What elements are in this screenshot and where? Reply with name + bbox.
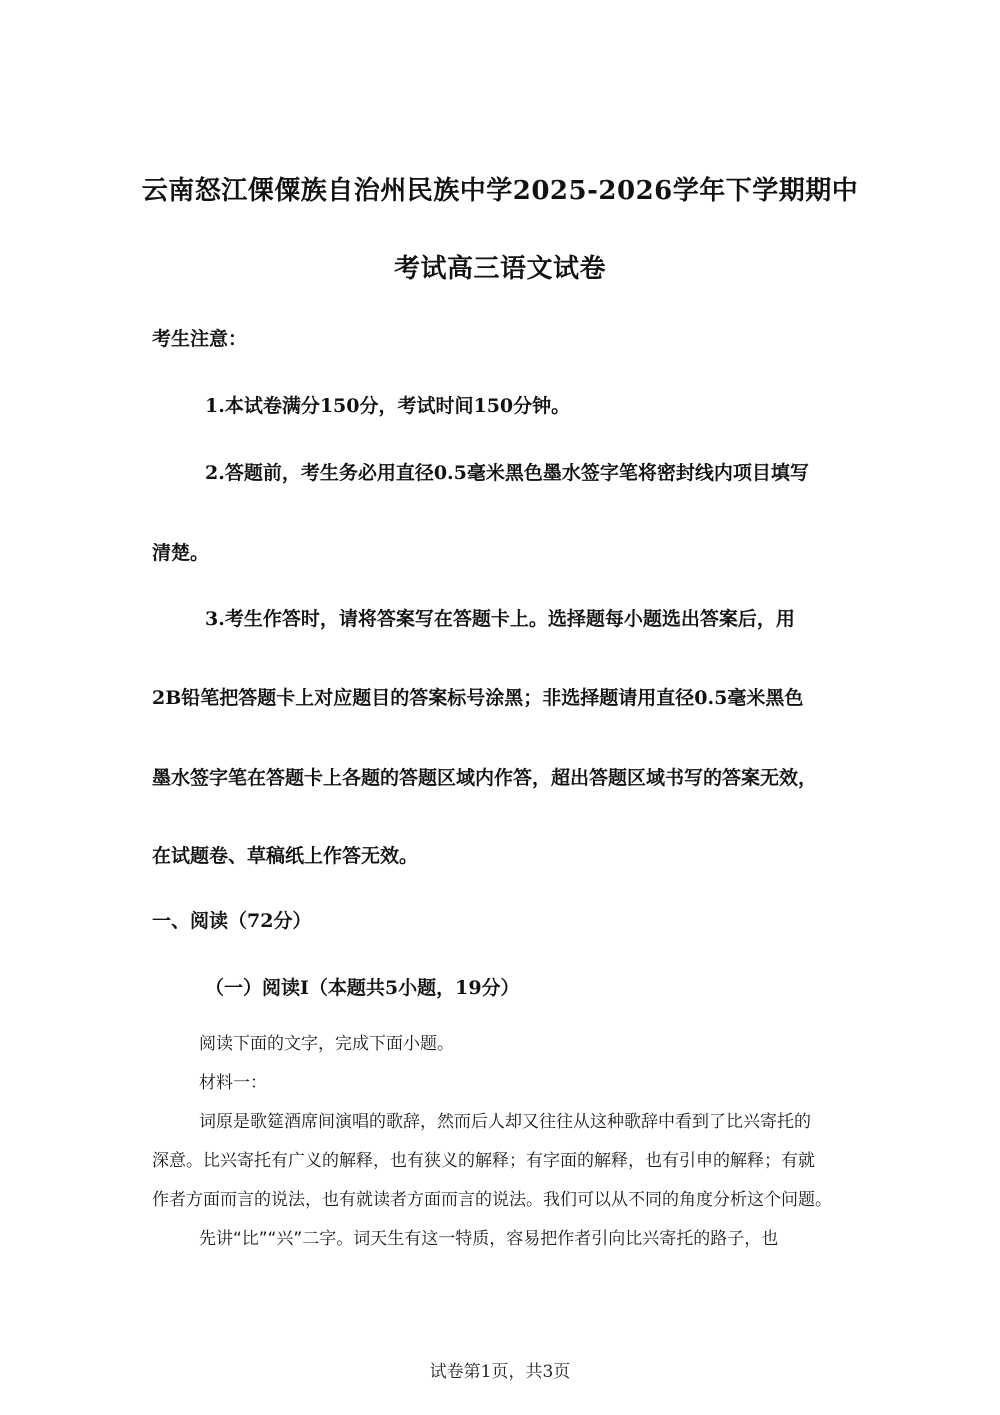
notice-item-3-line-4: 在试题卷、草稿纸上作答无效。 [152, 845, 419, 867]
notice-item-1: 1.本试卷满分150分，考试时间150分钟。 [205, 395, 571, 417]
paragraph-1-line-3: 作者方面而言的说法，也有就读者方面而言的说法。我们可以从不同的角度分析这个问题。 [152, 1190, 832, 1210]
notice-item-2-line-2: 清楚。 [152, 542, 210, 564]
reading-instruction: 阅读下面的文字，完成下面小题。 [199, 1034, 454, 1054]
document-title-line-1: 云南怒江傈僳族自治州民族中学2025-2026学年下学期期中 [141, 176, 859, 206]
paragraph-2-line-1: 先讲“比”“兴”二字。词天生有这一特质，容易把作者引向比兴寄托的路子，也 [199, 1229, 779, 1249]
notice-item-3-line-3: 墨水签字笔在答题卡上各题的答题区域内作答，超出答题区域书写的答案无效， [152, 767, 818, 789]
notice-item-2-line-1: 2.答题前，考生务必用直径0.5毫米黑色墨水签字笔将密封线内项目填写 [205, 462, 809, 484]
subsection-heading-reading-1: （一）阅读Ⅰ（本题共5小题，19分） [205, 977, 520, 999]
material-label: 材料一： [199, 1073, 267, 1093]
notice-item-3-line-2: 2B铅笔把答题卡上对应题目的答案标号涂黑；非选择题请用直径0.5毫米黑色 [152, 687, 804, 709]
paragraph-1-line-2: 深意。比兴寄托有广义的解释，也有狭义的解释；有字面的解释，也有引申的解释；有就 [152, 1151, 815, 1171]
notice-heading: 考生注意： [152, 328, 248, 350]
page-footer: 试卷第1页，共3页 [429, 1362, 571, 1382]
paragraph-1-line-1: 词原是歌筵酒席间演唱的歌辞，然而后人却又往往从这种歌辞中看到了比兴寄托的 [199, 1112, 811, 1132]
document-title-line-2: 考试高三语文试卷 [393, 254, 606, 284]
section-heading-reading: 一、阅读（72分） [152, 910, 312, 932]
notice-item-3-line-1: 3.考生作答时，请将答案写在答题卡上。选择题每小题选出答案后，用 [205, 608, 795, 630]
